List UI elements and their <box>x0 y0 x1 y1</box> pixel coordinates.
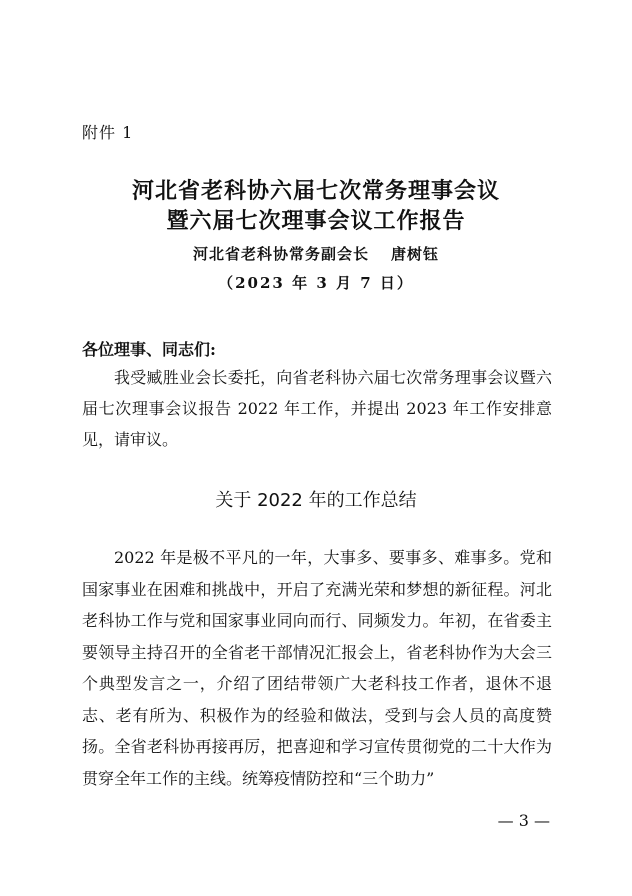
report-title-line-1: 河北省老科协六届七次常务理事会议 <box>131 178 500 204</box>
report-title-line-2: 暨六届七次理事会议工作报告 <box>166 208 466 234</box>
author-name: 唐树钰 <box>391 245 440 263</box>
section-heading: 关于 2022 年的工作总结 <box>215 490 417 511</box>
attachment-label: 附件 1 <box>82 123 134 142</box>
intro-paragraph: 我受臧胜业会长委托，向省老科协六届七次常务理事会议暨六届七次理事会议报告 2022 年工作，并提出 2023 年工作安排意见，请审议。 <box>82 368 552 449</box>
body-paragraph: 2022 年是极不平凡的一年，大事多、要事多、难事多。党和国家事业在困难和挑战中，开启了充满光荣和梦想的新征程。河北老科协工作与党和国家事业同向而行、同频发力。年初，在省委主要领导主持召开的全省老干部情况汇报会上，省老科协作为大会三个典型发言之一，介绍了团结带领广大老科技工作者，退休不退志、老有所为、积极作为的经验和做法，受到与会人员的高度赞扬。全省老科协再接再厉，把喜迎和学习宣传贯彻党的二十大作为贯穿全年工作的主线。统筹疫情防控和“三个助力” <box>82 548 552 788</box>
author-line <box>0 243 632 264</box>
salutation: 各位理事、同志们: <box>82 340 216 359</box>
author-role: 河北省老科协常务副会长 <box>192 245 369 263</box>
page-number: — 3 — <box>497 811 550 830</box>
report-date: （2023 年 3 月 7 日） <box>218 274 414 292</box>
